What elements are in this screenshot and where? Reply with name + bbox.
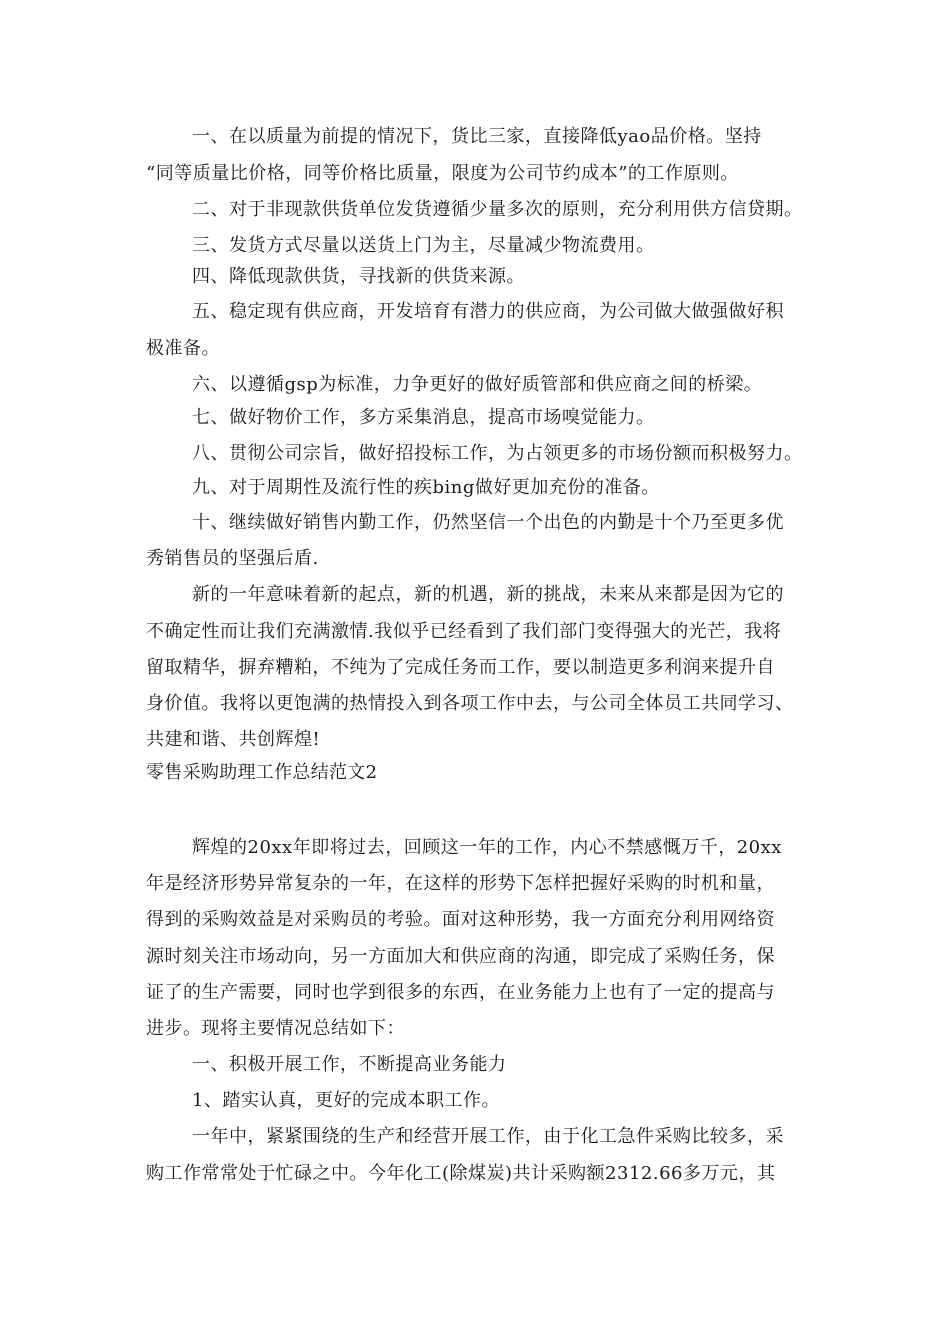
paragraph-line: 秀销售员的坚强后盾. [146, 548, 319, 569]
paragraph-line: 十、继续做好销售内勤工作，仍然坚信一个出色的内勤是十个乃至更多优 [192, 512, 784, 533]
paragraph-line: 三、发货方式尽量以送货上门为主，尽量减少物流费用。 [192, 235, 655, 256]
paragraph-line: 一年中，紧紧围绕的生产和经营开展工作，由于化工急件采购比较多，采 [192, 1126, 784, 1147]
paragraph-line: 购工作常常处于忙碌之中。今年化工(除煤炭)共计采购额2312.66多万元，其 [146, 1163, 776, 1184]
paragraph-line: 进步。现将主要情况总结如下： [146, 1018, 405, 1039]
paragraph-line: 极准备。 [146, 338, 220, 359]
paragraph-line: 二、对于非现款供货单位发货遵循少量多次的原则，充分利用供方信贷期。 [192, 199, 803, 220]
paragraph-line: 共建和谐、共创辉煌! [146, 729, 321, 750]
paragraph-line: 七、做好物价工作，多方采集消息，提高市场嗅觉能力。 [192, 407, 655, 428]
paragraph-line: 身价值。我将以更饱满的热情投入到各项工作中去，与公司全体员工共同学习、 [146, 693, 794, 714]
paragraph-line: 九、对于周期性及流行性的疾bing做好更加充份的准备。 [192, 477, 660, 498]
paragraph-line: 四、降低现款供货，寻找新的供货来源。 [192, 266, 525, 287]
paragraph-line: 六、以遵循gsp为标准，力争更好的做好质管部和供应商之间的桥梁。 [192, 374, 763, 395]
paragraph-line: 一、在以质量为前提的情况下，货比三家，直接降低yao品价格。坚持 [192, 126, 762, 147]
paragraph-line: 得到的采购效益是对采购员的考验。面对这种形势，我一方面充分利用网络资 [146, 909, 775, 930]
paragraph-line: 八、贯彻公司宗旨，做好招投标工作，为占领更多的市场份额而积极努力。 [192, 443, 803, 464]
paragraph-line: 新的一年意味着新的起点，新的机遇，新的挑战，未来从来都是因为它的 [192, 584, 784, 605]
paragraph-line: 留取精华，摒弃糟粕，不纯为了完成任务而工作，要以制造更多利润来提升自 [146, 657, 775, 678]
paragraph-line: 五、稳定现有供应商，开发培育有潜力的供应商，为公司做大做强做好积 [192, 301, 784, 322]
paragraph-line: 辉煌的20xx年即将过去，回顾这一年的工作，内心不禁感慨万千，20xx [192, 837, 782, 858]
paragraph-line: 不确定性而让我们充满激情.我似乎已经看到了我们部门变得强大的光芒，我将 [146, 621, 782, 642]
paragraph-line: 1、踏实认真，更好的完成本职工作。 [192, 1090, 500, 1111]
paragraph-line: 年是经济形势异常复杂的一年，在这样的形势下怎样把握好采购的时机和量， [146, 873, 775, 894]
section-heading: 零售采购助理工作总结范文2 [146, 762, 378, 783]
paragraph-line: “同等质量比价格，同等价格比质量，限度为公司节约成本”的工作原则。 [146, 163, 739, 184]
paragraph-line: 源时刻关注市场动向，另一方面加大和供应商的沟通，即完成了采购任务，保 [146, 946, 775, 967]
paragraph-line: 一、积极开展工作，不断提高业务能力 [192, 1054, 507, 1075]
paragraph-line: 证了的生产需要，同时也学到很多的东西，在业务能力上也有了一定的提高与 [146, 982, 775, 1003]
